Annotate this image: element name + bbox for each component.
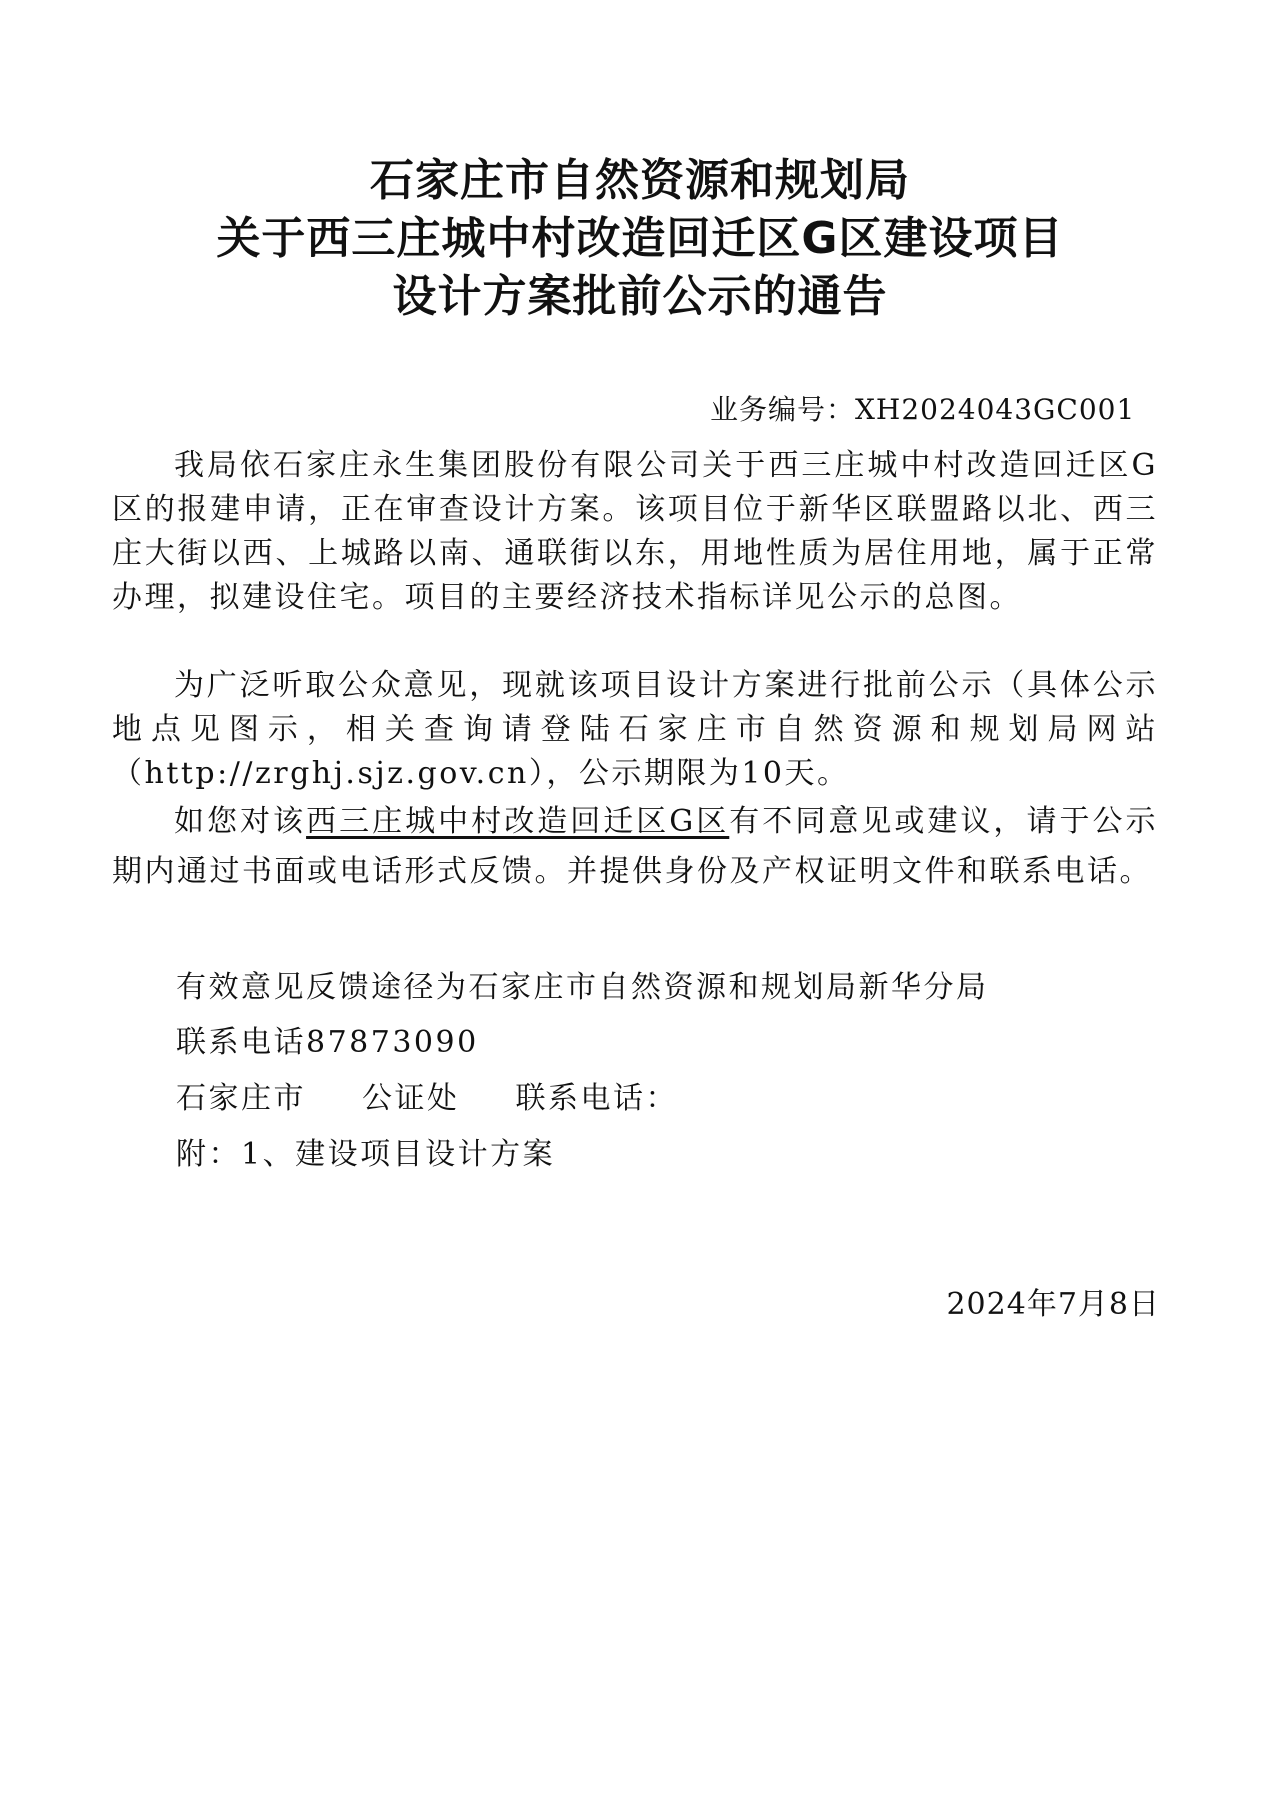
paragraph-feedback-request xyxy=(112,797,1158,897)
business-number: 业务编号：XH2024043GC001 xyxy=(710,393,1136,426)
feedback-request-rest: 有不同意见或建议，请于公示期内通过书面或电话形式反馈。并提供身份及产权证明文件和联系电话。 xyxy=(112,804,1159,889)
notary-phone-label: 联系电话： xyxy=(515,1081,678,1116)
notice-date: 2024年7月8日 xyxy=(946,1287,1160,1322)
title-line-1: 石家庄市自然资源和规划局 xyxy=(370,155,910,206)
notary-office: 公证处 xyxy=(362,1081,460,1116)
title-line-3: 设计方案批前公示的通告 xyxy=(392,271,888,322)
paragraph-application: 我局依石家庄永生集团股份有限公司关于西三庄城中村改造回迁区G区的报建申请，正在审查设计方案。该项目位于新华区联盟路以北、西三庄大街以西、上城路以南、通联街以东，用地性质为居住用地，属于正常办理，拟建设住宅。项目的主要经济技术指标详见公示的总图。 xyxy=(112,448,1158,615)
project-name-underlined: 西三庄城中村改造回迁区G区 xyxy=(306,804,730,839)
paragraph-public-notice: 为广泛听取公众意见，现就该项目设计方案进行批前公示（具体公示地点见图示，相关查询请登陆石家庄市自然资源和规划局网站（http://zrghj.sjz.gov.cn），公示期限为10天。 xyxy=(112,668,1158,791)
contact-phone: 联系电话87873090 xyxy=(176,1025,479,1060)
title-line-2: 关于西三庄城中村改造回迁区G区建设项目 xyxy=(216,213,1064,264)
feedback-request-lead: 如您对该 xyxy=(174,804,307,839)
notary-city: 石家庄市 xyxy=(176,1081,306,1116)
notice-title xyxy=(0,152,1280,326)
feedback-channel: 有效意见反馈途径为石家庄市自然资源和规划局新华分局 xyxy=(176,970,989,1005)
attachment-line: 附：1、建设项目设计方案 xyxy=(176,1137,556,1172)
notary-line xyxy=(176,1077,678,1121)
